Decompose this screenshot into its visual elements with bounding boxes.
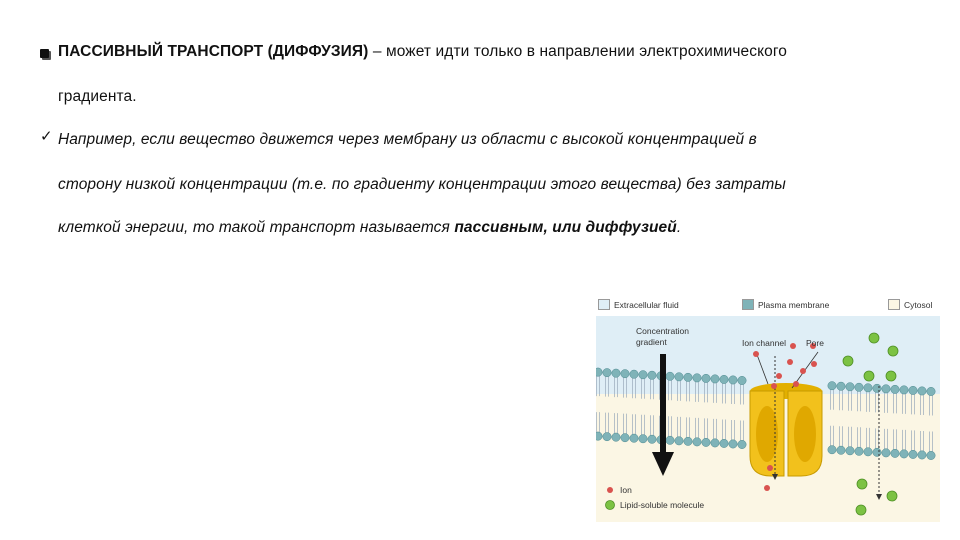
heading-line	[58, 43, 787, 61]
example-term: пассивным, или диффузией	[454, 219, 677, 236]
lipid-head	[918, 451, 926, 459]
lipid-head	[603, 432, 611, 440]
lipid-head	[900, 386, 908, 394]
membrane-figure	[596, 296, 940, 522]
lipid-head	[702, 438, 710, 446]
legend-label-membrane: Plasma membrane	[758, 299, 830, 310]
lipid-head	[873, 384, 881, 392]
lipid-head	[828, 446, 836, 454]
example-line-3-start: клеткой энергии, то такой транспорт называется	[58, 219, 455, 236]
key-ion-label: Ion	[620, 485, 632, 495]
lipid-head	[684, 373, 692, 381]
membrane-diagram	[596, 316, 940, 522]
lipid-head	[738, 376, 746, 384]
lipid-head	[648, 435, 656, 443]
lipid-head	[846, 447, 854, 455]
lipid-head	[711, 439, 719, 447]
lipid-head	[666, 436, 674, 444]
lipid-head	[909, 386, 917, 394]
key-lipid-label: Lipid-soluble molecule	[620, 500, 705, 510]
lipid-head	[603, 368, 611, 376]
lipid-head	[828, 382, 836, 390]
lipid-head	[729, 440, 737, 448]
lipid-head	[639, 371, 647, 379]
lipid-head	[837, 382, 845, 390]
label-ion-channel: Ion channel	[742, 338, 786, 348]
lipid-head	[855, 383, 863, 391]
legend-swatch-membrane	[742, 299, 754, 310]
lipid-head	[675, 373, 683, 381]
bullet-square-icon	[40, 49, 49, 58]
lipid-head	[927, 387, 935, 395]
lipid-head	[891, 385, 899, 393]
lipid-head	[738, 440, 746, 448]
lipid-head	[900, 450, 908, 458]
key-ion-icon	[607, 487, 613, 493]
heading-line-2: градиента.	[58, 88, 137, 105]
lipid-head	[729, 376, 737, 384]
lipid-head	[720, 375, 728, 383]
legend-label-cytosol: Cytosol	[904, 299, 933, 310]
lipid-head	[612, 369, 620, 377]
legend-swatch-cytosol	[888, 299, 900, 310]
lipid-head	[909, 450, 917, 458]
example-line-3-end: .	[676, 219, 682, 236]
lipid-head	[621, 433, 629, 441]
label-concentration: Concentration	[636, 326, 689, 336]
lipid-head	[864, 384, 872, 392]
label-pore: Pore	[806, 338, 824, 348]
checkmark-icon: ✓	[40, 128, 53, 145]
lipid-head	[720, 439, 728, 447]
heading-text: – может идти только в направлении электрохимического	[368, 43, 788, 60]
lipid-head	[666, 372, 674, 380]
lipid-head	[693, 374, 701, 382]
lipid-head	[639, 435, 647, 443]
lipid-head	[882, 385, 890, 393]
example-line-2: сторону низкой концентрации (т.е. по градиенту концентрации этого вещества) без затраты	[58, 176, 786, 193]
legend-label-extracellular: Extracellular fluid	[614, 299, 679, 310]
lipid-head	[693, 438, 701, 446]
legend-swatch-extracellular	[598, 299, 610, 310]
lipid-head	[846, 383, 854, 391]
lipid-head	[891, 449, 899, 457]
lipid-head	[873, 448, 881, 456]
legend-membrane	[742, 299, 829, 310]
lipid-head	[864, 448, 872, 456]
lipid-head	[711, 375, 719, 383]
lipid-head	[918, 387, 926, 395]
legend-extracellular	[598, 299, 679, 310]
figure-legend	[596, 296, 940, 312]
lipid-head	[882, 449, 890, 457]
lipid-head	[927, 451, 935, 459]
lipid-head	[612, 433, 620, 441]
lipid-head	[837, 446, 845, 454]
key-lipid-icon	[606, 501, 615, 510]
legend-cytosol	[888, 299, 932, 310]
lipid-head	[596, 368, 602, 376]
lipid-head	[630, 370, 638, 378]
lipid-head	[675, 437, 683, 445]
heading-title: ПАССИВНЫЙ ТРАНСПОРТ (ДИФФУЗИЯ)	[58, 43, 369, 60]
example-line-3	[58, 219, 681, 237]
lipid-head	[596, 432, 602, 440]
lipid-head	[648, 371, 656, 379]
lipid-head	[684, 437, 692, 445]
lipid-head	[855, 447, 863, 455]
lipid-head	[621, 369, 629, 377]
lipid-head	[630, 434, 638, 442]
lipid-head	[702, 374, 710, 382]
label-gradient: gradient	[636, 337, 667, 347]
example-line-1: Например, если вещество движется через мембрану из области с высокой концентрацией в	[58, 131, 757, 148]
